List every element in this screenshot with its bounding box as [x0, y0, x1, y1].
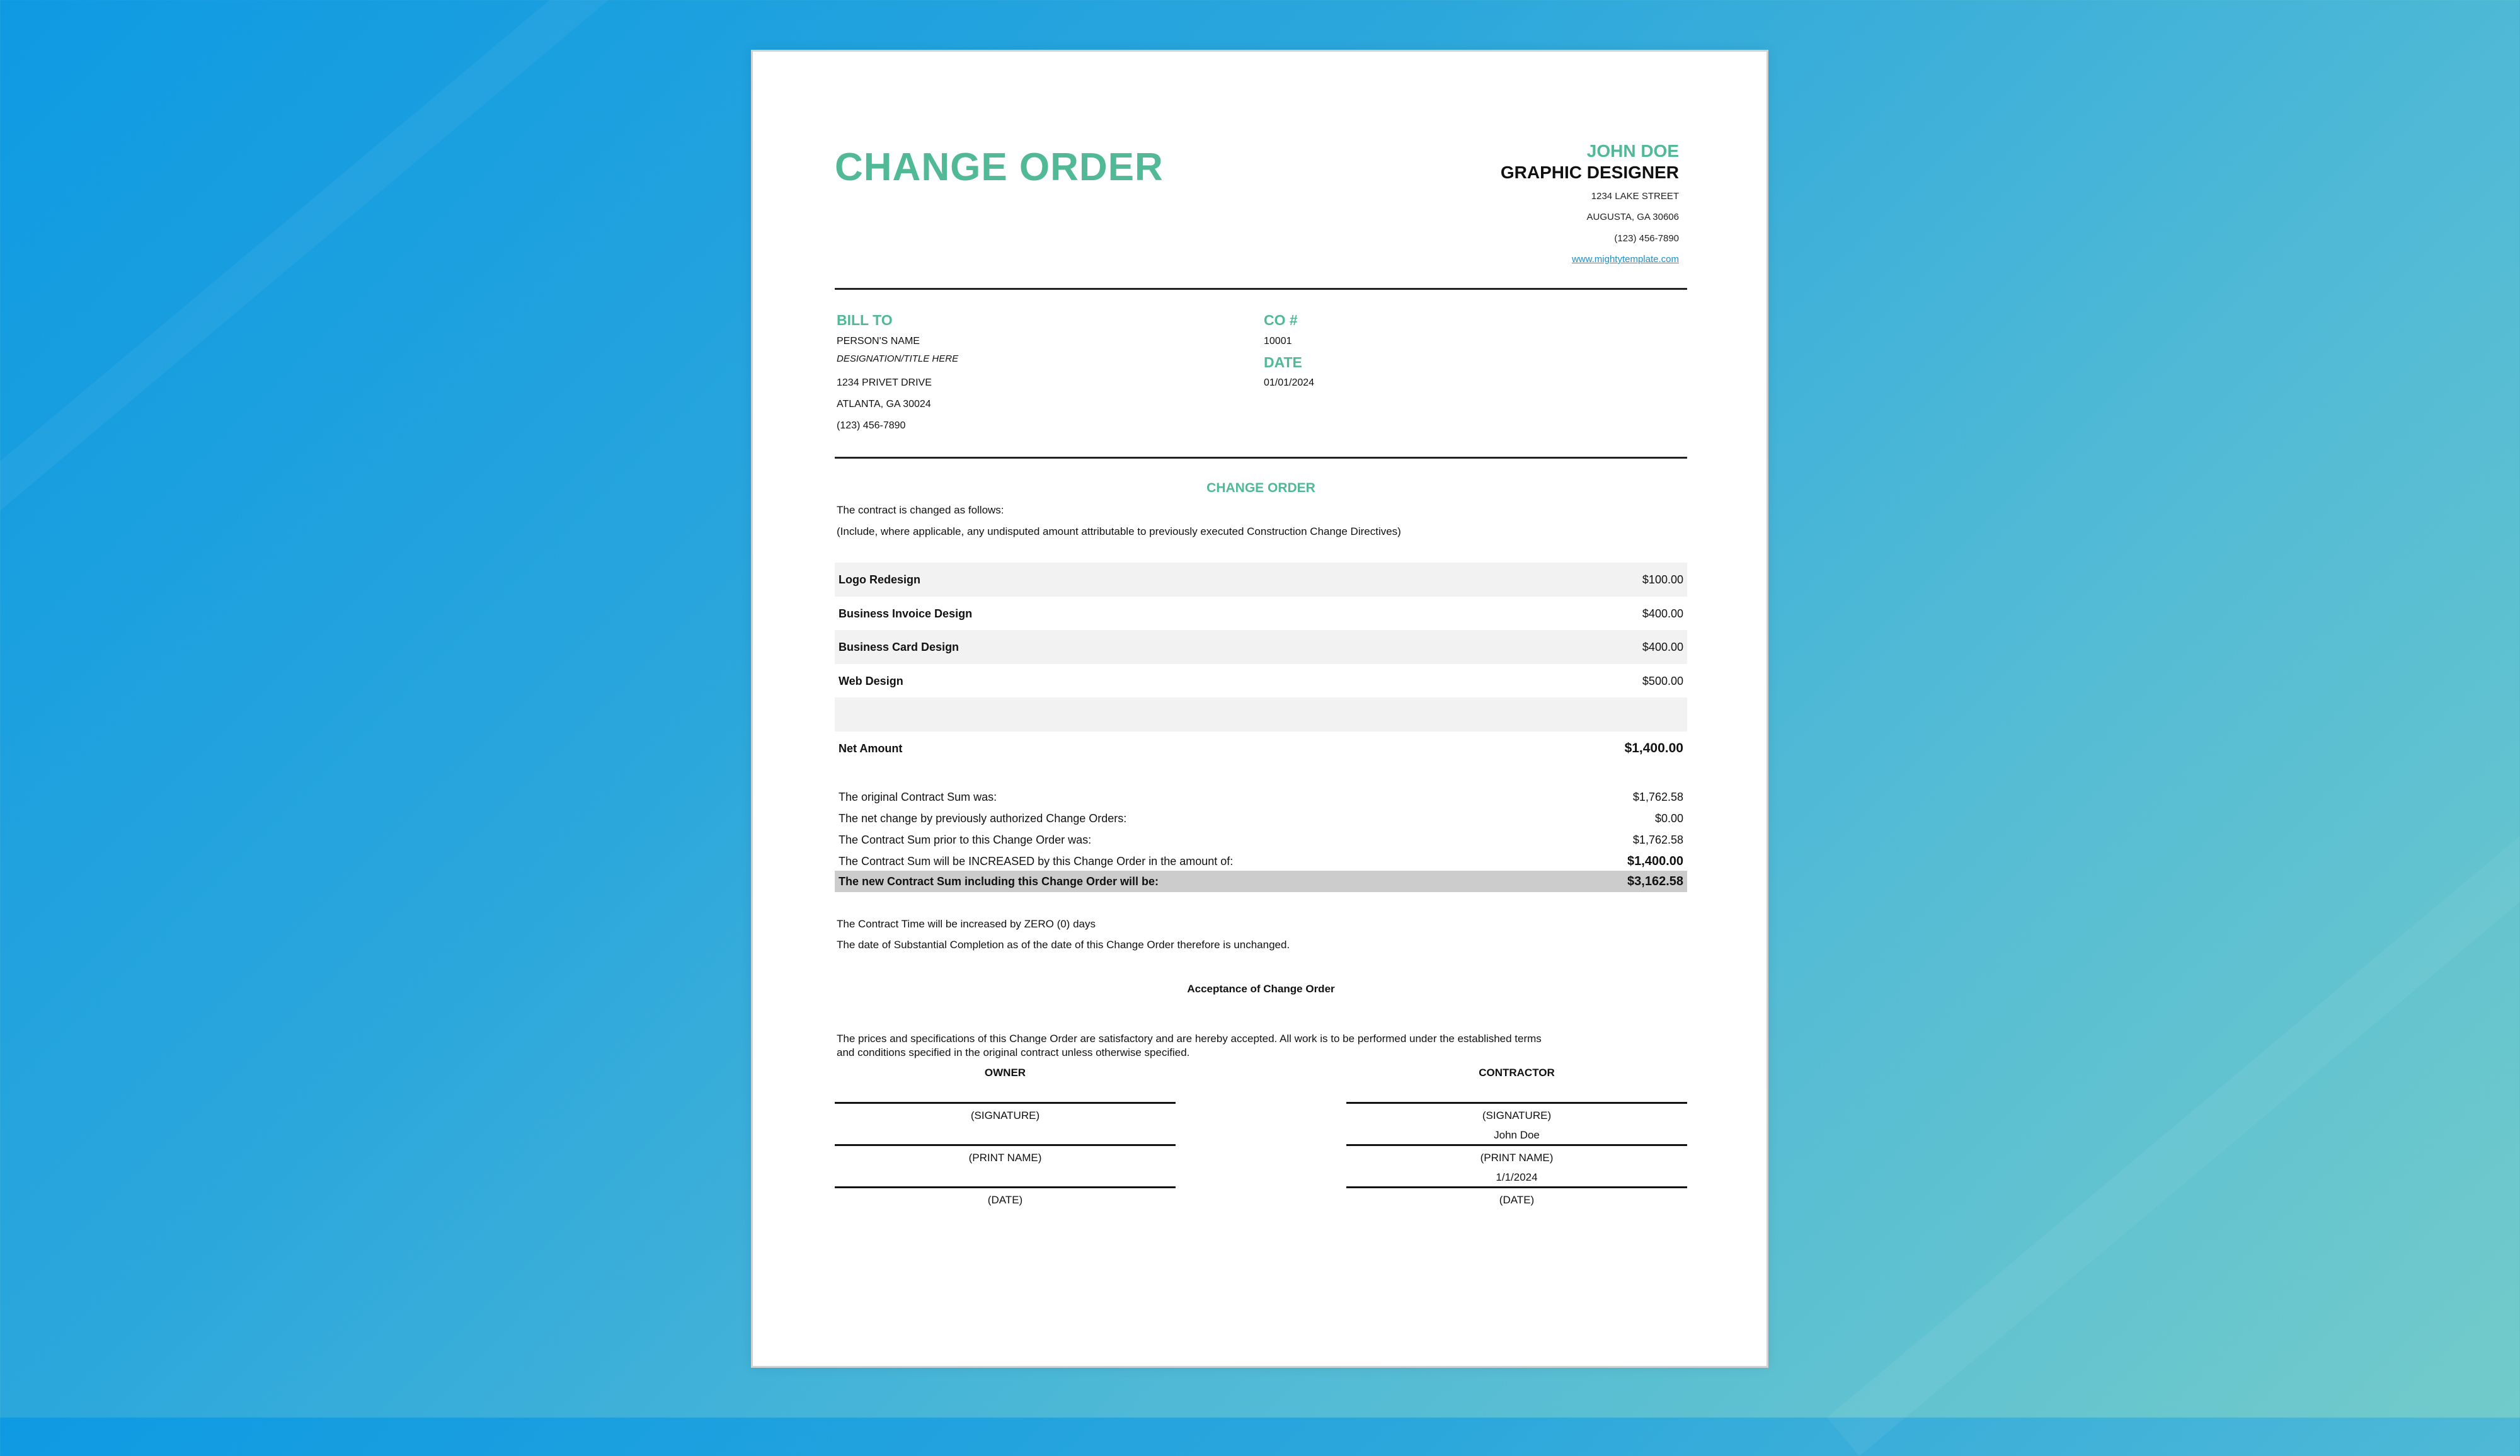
sender-role: GRAPHIC DESIGNER [1500, 163, 1679, 182]
line-item-row [835, 597, 1687, 631]
intro-line-1: The contract is changed as follows: [837, 504, 1004, 516]
sender-name: JOHN DOE [1586, 141, 1679, 161]
bill-to-designation: DESIGNATION/TITLE HERE [837, 353, 959, 364]
owner-date-line[interactable] [835, 1186, 1176, 1188]
contractor-print-name-label: (PRINT NAME) [1480, 1152, 1554, 1164]
sender-street: 1234 LAKE STREET [1591, 191, 1679, 202]
summary-label: The net change by previously authorized Change Orders: [839, 811, 1127, 825]
contractor-signature-label: (SIGNATURE) [1482, 1109, 1552, 1121]
summary-row [835, 786, 1687, 808]
net-amount-row [835, 731, 1687, 765]
document-page [751, 50, 1768, 1368]
section-title: CHANGE ORDER [1206, 481, 1315, 495]
summary-value: $1,400.00 [1627, 854, 1683, 868]
acceptance-text-line-2: and conditions specified in the original contract unless otherwise specified. [837, 1046, 1190, 1058]
intro-line-2: (Include, where applicable, any undisputed amount attributable to previously executed Construction Change Directives) [837, 525, 1401, 537]
line-item-row [835, 630, 1687, 664]
contract-time-text: The Contract Time will be increased by ZERO (0) days [837, 918, 1096, 930]
co-number-value: 10001 [1264, 336, 1292, 347]
line-item-name: Web Design [839, 674, 903, 687]
summary-value: $0.00 [1654, 811, 1683, 825]
document-title: CHANGE ORDER [835, 146, 1164, 189]
contractor-heading: CONTRACTOR [1479, 1067, 1555, 1079]
sender-city: AUGUSTA, GA 30606 [1586, 212, 1679, 222]
bill-to-label: BILL TO [837, 312, 893, 328]
sender-phone: (123) 456-7890 [1614, 233, 1679, 244]
substantial-completion-text: The date of Substantial Completion as of the date of this Change Order therefore is unchanged. [837, 939, 1290, 951]
header-divider [835, 288, 1687, 290]
date-label: DATE [1264, 354, 1302, 370]
owner-heading: OWNER [984, 1067, 1026, 1079]
bill-to-street: 1234 PRIVET DRIVE [837, 377, 932, 388]
summary-label: The Contract Sum will be INCREASED by this Change Order in the amount of: [839, 854, 1234, 868]
line-item-amount: $500.00 [1642, 674, 1683, 687]
summary-row [835, 851, 1687, 872]
contractor-date-label: (DATE) [1499, 1194, 1535, 1206]
acceptance-title: Acceptance of Change Order [1187, 983, 1335, 995]
acceptance-text-line-1: The prices and specifications of this Change Order are satisfactory and are hereby accepted. All work is to be performed under the established terms [837, 1033, 1542, 1045]
summary-row [835, 808, 1687, 829]
line-item-row [835, 664, 1687, 698]
bill-to-phone: (123) 456-7890 [837, 420, 906, 431]
line-item-amount: $100.00 [1642, 573, 1683, 586]
owner-signature-line[interactable] [835, 1102, 1176, 1104]
summary-value: $1,762.58 [1632, 833, 1683, 846]
bill-to-city: ATLANTA, GA 30024 [837, 399, 931, 410]
summary-value: $1,762.58 [1632, 790, 1683, 803]
bill-to-name: PERSON'S NAME [837, 336, 920, 347]
sender-website-link[interactable]: www.mightytemplate.com [1571, 254, 1679, 265]
contractor-date-value: 1/1/2024 [1496, 1171, 1538, 1183]
contractor-signature-line[interactable] [1346, 1102, 1687, 1104]
new-contract-sum-row [835, 871, 1687, 892]
line-item-name: Logo Redesign [839, 573, 920, 586]
owner-signature-label: (SIGNATURE) [970, 1109, 1040, 1121]
summary-label: The new Contract Sum including this Change Order will be: [839, 874, 1159, 888]
net-amount-value: $1,400.00 [1624, 741, 1683, 755]
line-item-amount: $400.00 [1642, 607, 1683, 620]
line-item-row-empty [835, 697, 1687, 731]
summary-value: $3,162.58 [1627, 874, 1683, 888]
contractor-date-line[interactable] [1346, 1186, 1687, 1188]
line-item-name: Business Card Design [839, 640, 959, 653]
owner-print-name-line[interactable] [835, 1144, 1176, 1146]
background-stripe [1827, 527, 2520, 1456]
summary-label: The Contract Sum prior to this Change Order was: [839, 833, 1092, 846]
line-item-row [835, 563, 1687, 597]
line-item-amount: $400.00 [1642, 640, 1683, 653]
summary-label: The original Contract Sum was: [839, 790, 997, 803]
owner-print-name-label: (PRINT NAME) [968, 1152, 1042, 1164]
co-number-label: CO # [1264, 312, 1298, 328]
owner-date-label: (DATE) [987, 1194, 1023, 1206]
date-value: 01/01/2024 [1264, 377, 1315, 388]
billing-divider [835, 457, 1687, 459]
summary-row [835, 829, 1687, 851]
contractor-print-name-line[interactable] [1346, 1144, 1687, 1146]
contractor-print-name-value: John Doe [1494, 1129, 1540, 1141]
net-amount-label: Net Amount [839, 742, 903, 755]
line-item-name: Business Invoice Design [839, 607, 973, 620]
